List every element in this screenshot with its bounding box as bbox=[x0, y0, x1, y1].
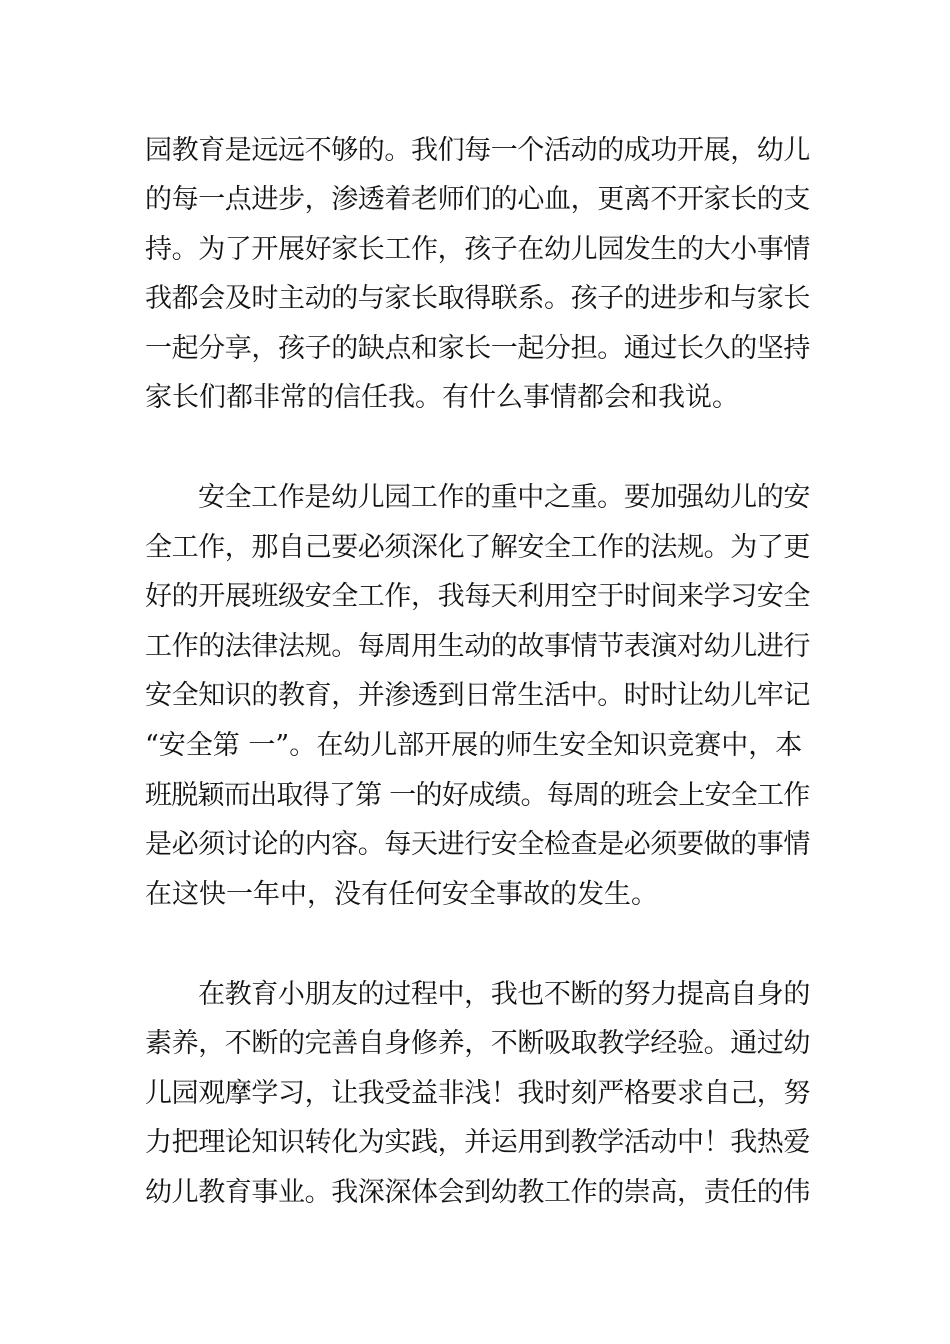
paragraph-3-line-3: 儿园观摩学习，让我受益非浅！我时刻严格要求自己，努 bbox=[145, 1078, 810, 1109]
paragraph-1-line-1: 园教育是远远不够的。我们每一个活动的成功开展，幼儿 bbox=[145, 135, 810, 166]
paragraph-2-line-9: 在这快一年中，没有任何安全事故的发生。 bbox=[145, 879, 658, 910]
paragraph-3-line-5: 幼儿教育事业。我深深体会到幼教工作的崇高，责任的伟 bbox=[145, 1177, 810, 1208]
paragraph-2-line-7: 班脱颖而出取得了第 一的好成绩。每周的班会上安全工作 bbox=[145, 780, 810, 811]
paragraph-2-line-5: 安全知识的教育，并渗透到日常生活中。时时让幼儿牢记 bbox=[145, 680, 810, 711]
paragraph-1-line-6: 家长们都非常的信任我。有什么事情都会和我说。 bbox=[145, 382, 739, 413]
paragraph-3-line-2: 素养，不断的完善自身修养，不断吸取教学经验。通过幼 bbox=[145, 1028, 810, 1059]
paragraph-3-line-1: 在教育小朋友的过程中，我也不断的努力提高自身的 bbox=[198, 979, 810, 1010]
paragraph-1-line-4: 我都会及时主动的与家长取得联系。孩子的进步和与家长 bbox=[145, 283, 810, 314]
paragraph-2-line-2: 全工作，那自己要必须深化了解安全工作的法规。为了更 bbox=[145, 532, 810, 563]
paragraph-3-line-4: 力把理论知识转化为实践，并运用到教学活动中！我热爱 bbox=[145, 1127, 810, 1158]
paragraph-2-line-1: 安全工作是幼儿园工作的重中之重。要加强幼儿的安 bbox=[198, 482, 810, 513]
paragraph-1-line-2: 的每一点进步，渗透着老师们的心血，更离不开家长的支 bbox=[145, 184, 810, 215]
paragraph-2-line-8: 是必须讨论的内容。每天进行安全检查是必须要做的事情 bbox=[145, 829, 810, 860]
paragraph-2-line-4: 工作的法律法规。每周用生动的故事情节表演对幼儿进行 bbox=[145, 631, 810, 662]
paragraph-1-line-5: 一起分享，孩子的缺点和家长一起分担。通过长久的坚持 bbox=[145, 333, 810, 364]
paragraph-2-line-6: “安全第 一”。在幼儿部开展的师生安全知识竞赛中，本 bbox=[145, 730, 803, 761]
paragraph-2-line-3: 好的开展班级安全工作，我每天利用空于时间来学习安全 bbox=[145, 581, 810, 612]
paragraph-1-line-3: 持。为了开展好家长工作，孩子在幼儿园发生的大小事情 bbox=[145, 234, 810, 265]
